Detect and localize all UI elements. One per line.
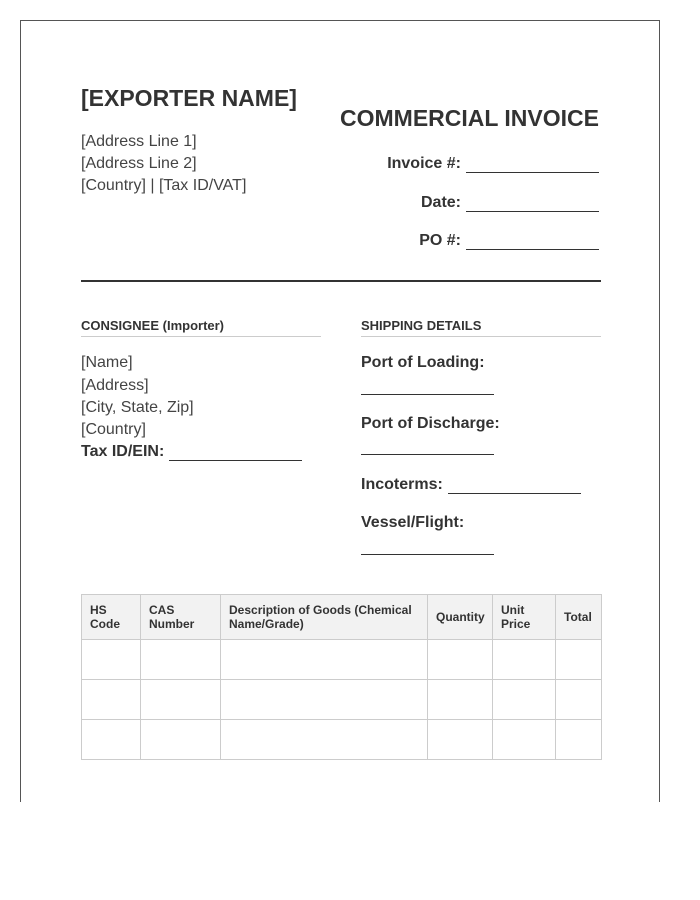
- table-header-row: [82, 595, 602, 640]
- consignee-heading: CONSIGNEE (Importer): [81, 318, 321, 337]
- column-header-quantity: Quantity: [428, 595, 493, 640]
- consignee-tax-label: Tax ID/EIN:: [81, 443, 165, 460]
- column-header-hs-code: HS Code: [82, 595, 141, 640]
- consignee-city-state-zip: [City, State, Zip]: [81, 399, 194, 416]
- date-field[interactable]: [421, 194, 599, 212]
- table-cell[interactable]: [82, 720, 141, 760]
- date-label: Date:: [420, 194, 461, 211]
- table-cell[interactable]: [428, 720, 493, 760]
- table-cell[interactable]: [428, 640, 493, 680]
- invoice-number-label: Invoice #:: [387, 155, 461, 172]
- consignee-country: [Country]: [81, 421, 146, 438]
- consignee-tax-field[interactable]: [81, 443, 302, 461]
- exporter-address-line-2: [Address Line 2]: [81, 155, 197, 172]
- incoterms-label: Incoterms:: [361, 476, 443, 493]
- table-row: [82, 720, 602, 760]
- table-row: [82, 680, 602, 720]
- column-header-total: Total: [556, 595, 602, 640]
- table-cell[interactable]: [82, 680, 141, 720]
- table-cell[interactable]: [221, 680, 428, 720]
- consignee-tax-blank[interactable]: [169, 446, 302, 461]
- invoice-sheet: [20, 20, 660, 802]
- column-header-unit-price: Unit Price: [493, 595, 556, 640]
- table-cell[interactable]: [141, 720, 221, 760]
- goods-table: [81, 594, 602, 760]
- table-cell[interactable]: [82, 640, 141, 680]
- consignee-address: [Address]: [81, 377, 149, 394]
- table-cell[interactable]: [556, 720, 602, 760]
- table-cell[interactable]: [556, 640, 602, 680]
- table-cell[interactable]: [428, 680, 493, 720]
- document-title: COMMERCIAL INVOICE: [340, 105, 599, 131]
- column-header-description: Description of Goods (Chemical Name/Grade): [221, 595, 428, 640]
- port-of-loading-blank[interactable]: [361, 394, 494, 395]
- po-number-blank[interactable]: [466, 235, 599, 250]
- port-of-loading-label: Port of Loading:: [361, 354, 485, 371]
- table-cell[interactable]: [141, 680, 221, 720]
- table-cell[interactable]: [221, 720, 428, 760]
- port-of-discharge-blank[interactable]: [361, 454, 494, 455]
- po-number-label: PO #:: [419, 232, 461, 249]
- vessel-flight-blank[interactable]: [361, 554, 494, 555]
- exporter-name: [EXPORTER NAME]: [81, 85, 297, 111]
- vessel-flight-label: Vessel/Flight:: [361, 514, 465, 531]
- table-row: [82, 640, 602, 680]
- table-cell[interactable]: [221, 640, 428, 680]
- table-cell[interactable]: [493, 680, 556, 720]
- header-divider: [81, 280, 601, 282]
- exporter-country-tax: [Country] | [Tax ID/VAT]: [81, 177, 247, 194]
- invoice-number-blank[interactable]: [466, 158, 599, 173]
- table-cell[interactable]: [141, 640, 221, 680]
- invoice-number-field[interactable]: [387, 155, 599, 173]
- table-cell[interactable]: [493, 640, 556, 680]
- consignee-name: [Name]: [81, 354, 133, 371]
- port-of-discharge-label: Port of Discharge:: [361, 415, 500, 432]
- po-number-field[interactable]: [419, 232, 599, 250]
- table-cell[interactable]: [493, 720, 556, 760]
- column-header-cas-number: CAS Number: [141, 595, 221, 640]
- shipping-heading: SHIPPING DETAILS: [361, 318, 601, 337]
- table-cell[interactable]: [556, 680, 602, 720]
- incoterms-blank[interactable]: [448, 479, 581, 494]
- date-blank[interactable]: [466, 197, 599, 212]
- incoterms-field[interactable]: [361, 476, 581, 494]
- exporter-address-line-1: [Address Line 1]: [81, 133, 197, 150]
